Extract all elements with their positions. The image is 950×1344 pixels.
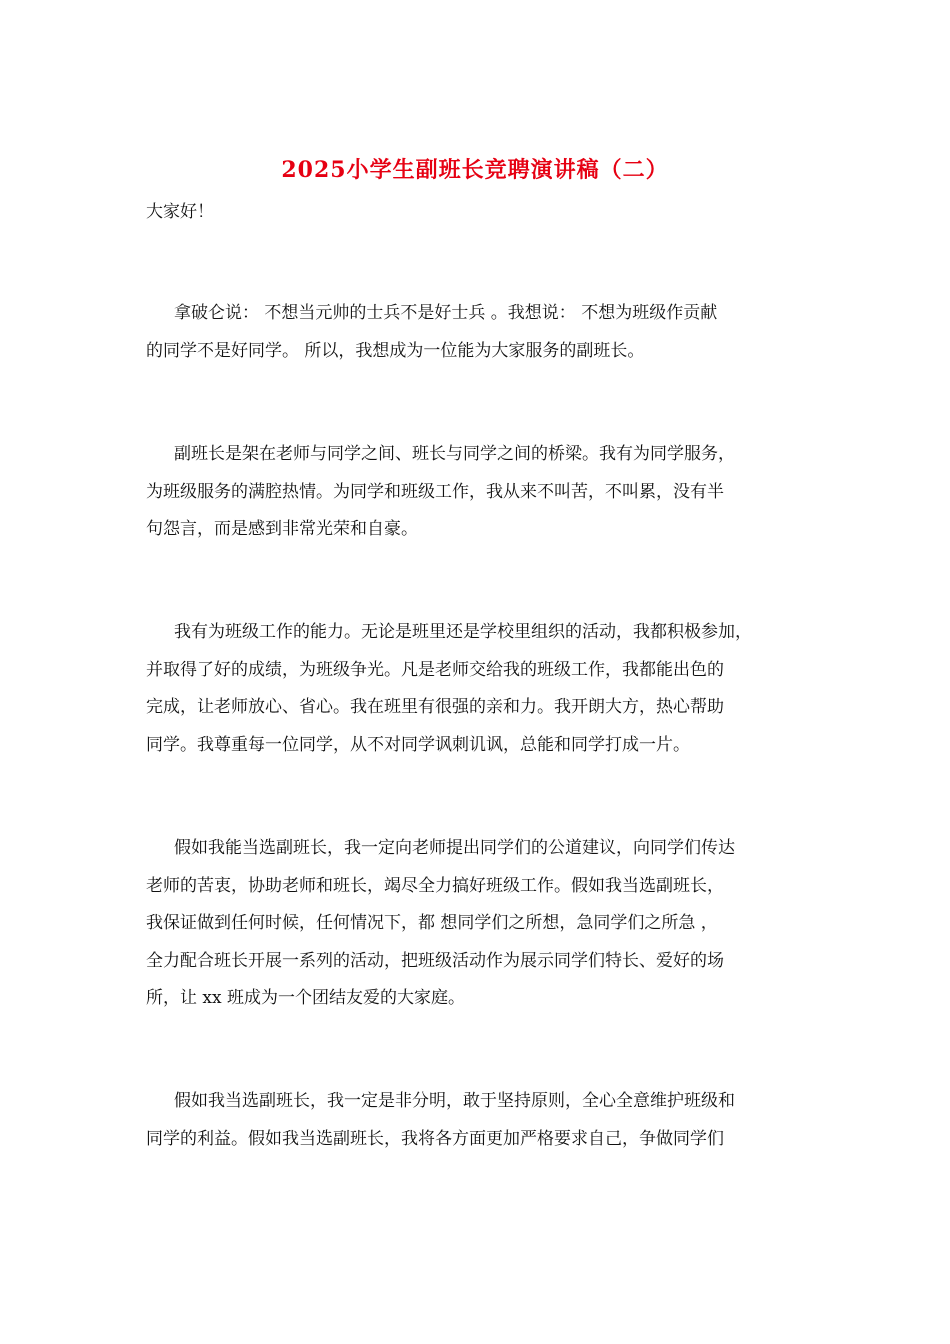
greeting: 大家好！ [146, 202, 214, 222]
paragraph-1-line-1: 拿破仑说： 不想当元帅的士兵不是好士兵 。我想说： 不想为班级作贡献 [174, 303, 718, 323]
paragraph-2-line-1: 副班长是架在老师与同学之间、班长与同学之间的桥梁。我有为同学服务， [174, 444, 735, 464]
paragraph-3-line-2: 并取得了好的成绩，为班级争光。凡是老师交给我的班级工作，我都能出色的 [146, 660, 724, 680]
paragraph-2-line-3: 句怨言，而是感到非常光荣和自豪。 [146, 519, 418, 539]
paragraph-1-line-2: 的同学不是好同学。 所以，我想成为一位能为大家服务的副班长。 [146, 341, 645, 361]
paragraph-3-line-3: 完成，让老师放心、省心。我在班里有很强的亲和力。我开朗大方，热心帮助 [146, 697, 724, 717]
paragraph-4-line-2: 老师的苦衷，协助老师和班长，竭尽全力搞好班级工作。假如我当选副班长， [146, 876, 724, 896]
paragraph-3-line-4: 同学。我尊重每一位同学，从不对同学讽刺讥讽，总能和同学打成一片。 [146, 735, 690, 755]
paragraph-5-line-1: 假如我当选副班长，我一定是非分明，敢于坚持原则，全心全意维护班级和 [174, 1091, 735, 1111]
paragraph-4-line-4: 全力配合班长开展一系列的活动，把班级活动作为展示同学们特长、爱好的场 [146, 951, 724, 971]
paragraph-3-line-1: 我有为班级工作的能力。无论是班里还是学校里组织的活动，我都积极参加， [174, 622, 752, 642]
document-title: 2025小学生副班长竞聘演讲稿（二） [281, 157, 669, 183]
paragraph-2-line-2: 为班级服务的满腔热情。为同学和班级工作，我从来不叫苦，不叫累，没有半 [146, 482, 724, 502]
paragraph-4-line-5: 所，让 xx 班成为一个团结友爱的大家庭。 [146, 988, 465, 1008]
paragraph-5-line-2: 同学的利益。假如我当选副班长，我将各方面更加严格要求自己，争做同学们 [146, 1129, 724, 1149]
paragraph-4-line-3: 我保证做到任何时候，任何情况下，都 想同学们之所想，急同学们之所急 ， [146, 913, 718, 933]
paragraph-4-line-1: 假如我能当选副班长，我一定向老师提出同学们的公道建议，向同学们传达 [174, 838, 735, 858]
